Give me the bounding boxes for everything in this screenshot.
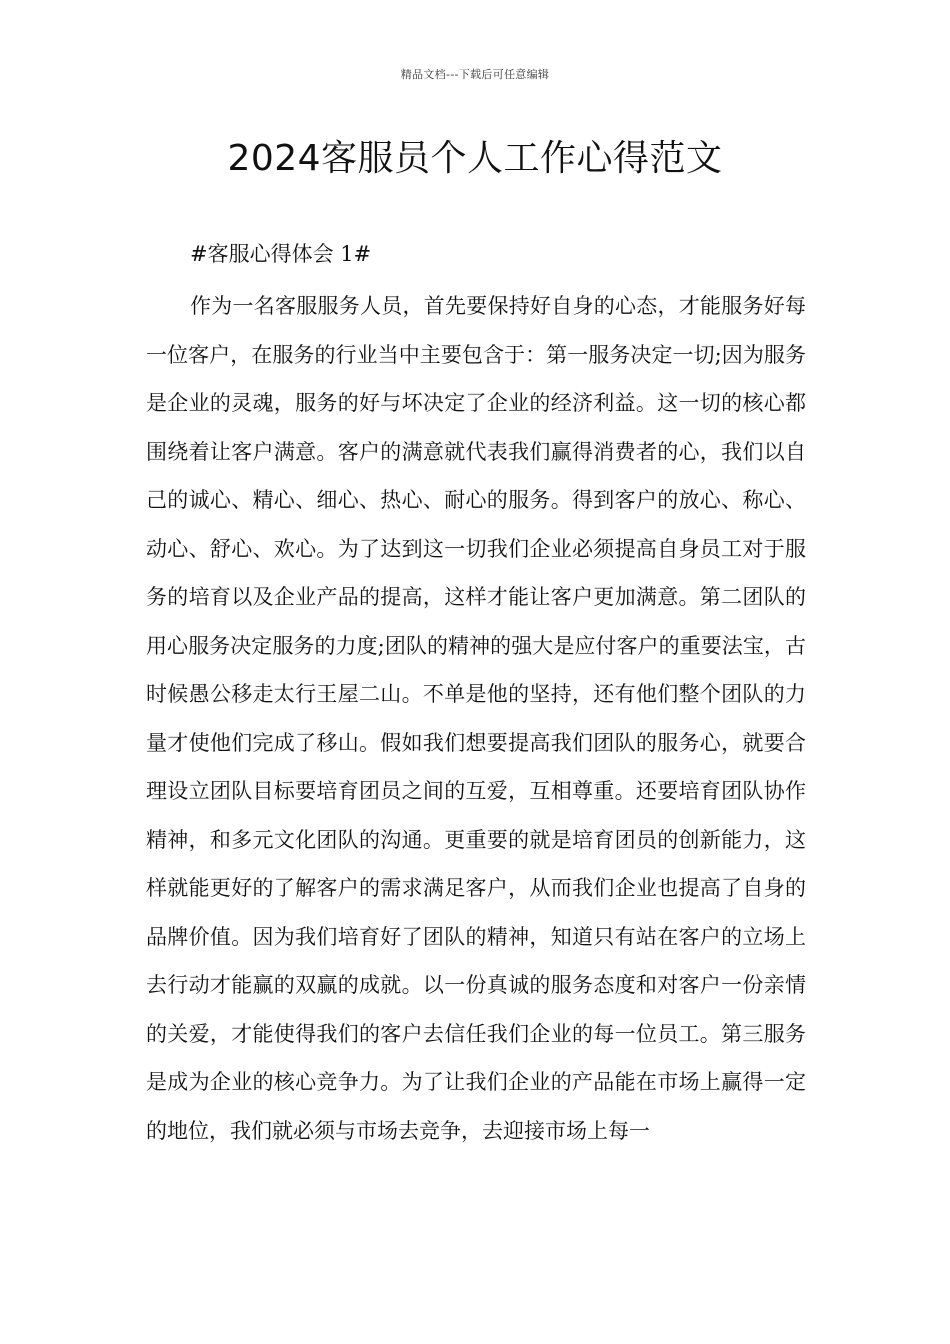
header-note: 精品文档---下载后可任意编辑 (400, 68, 550, 81)
body-paragraph: 作为一名客服服务人员，首先要保持好自身的心态，才能服务好每一位客户，在服务的行业当中主要包含于：第一服务决定一切;因为服务是企业的灵魂，服务的好与坏决定了企业的经济利益。这一切的核心都围绕着让客户满意。客户的满意就代表我们赢得消费者的心，我们以自己的诚心、精心、细心、热心、耐心的服务。得到客户的放心、称心、动心、舒心、欢心。为了达到这一切我们企业必须提高自身员工对于服务的培育以及企业产品的提高，这样才能让客户更加满意。第二团队的用心服务决定服务的力度;团队的精神的强大是应付客户的重要法宝，古时候愚公移走太行王屋二山。不单是他的坚持，还有他们整个团队的力量才使他们完成了移山。假如我们想要提高我们团队的服务心，就要合理设立团队目标要培育团员之间的互爱，互相尊重。还要培育团队协作精神，和多元文化团队的沟通。更重要的就是培育团员的创新能力，这样就能更好的了解客户的需求满足客户，从而我们企业也提高了自身的品牌价值。因为我们培育好了团队的精神，知道只有站在客户的立场上去行动才能赢的双赢的成就。以一份真诚的服务态度和对客户一份亲情的关爱，才能使得我们的客户去信任我们企业的每一位员工。第三服务是成为企业的核心竞争力。为了让我们企业的产品能在市场上赢得一定的地位，我们就必须与市场去竞争，去迎接市场上每一 (146, 294, 806, 1143)
section-heading: #客服心得体会 1# (190, 242, 372, 266)
page-title: 2024客服员个人工作心得范文 (227, 138, 723, 179)
